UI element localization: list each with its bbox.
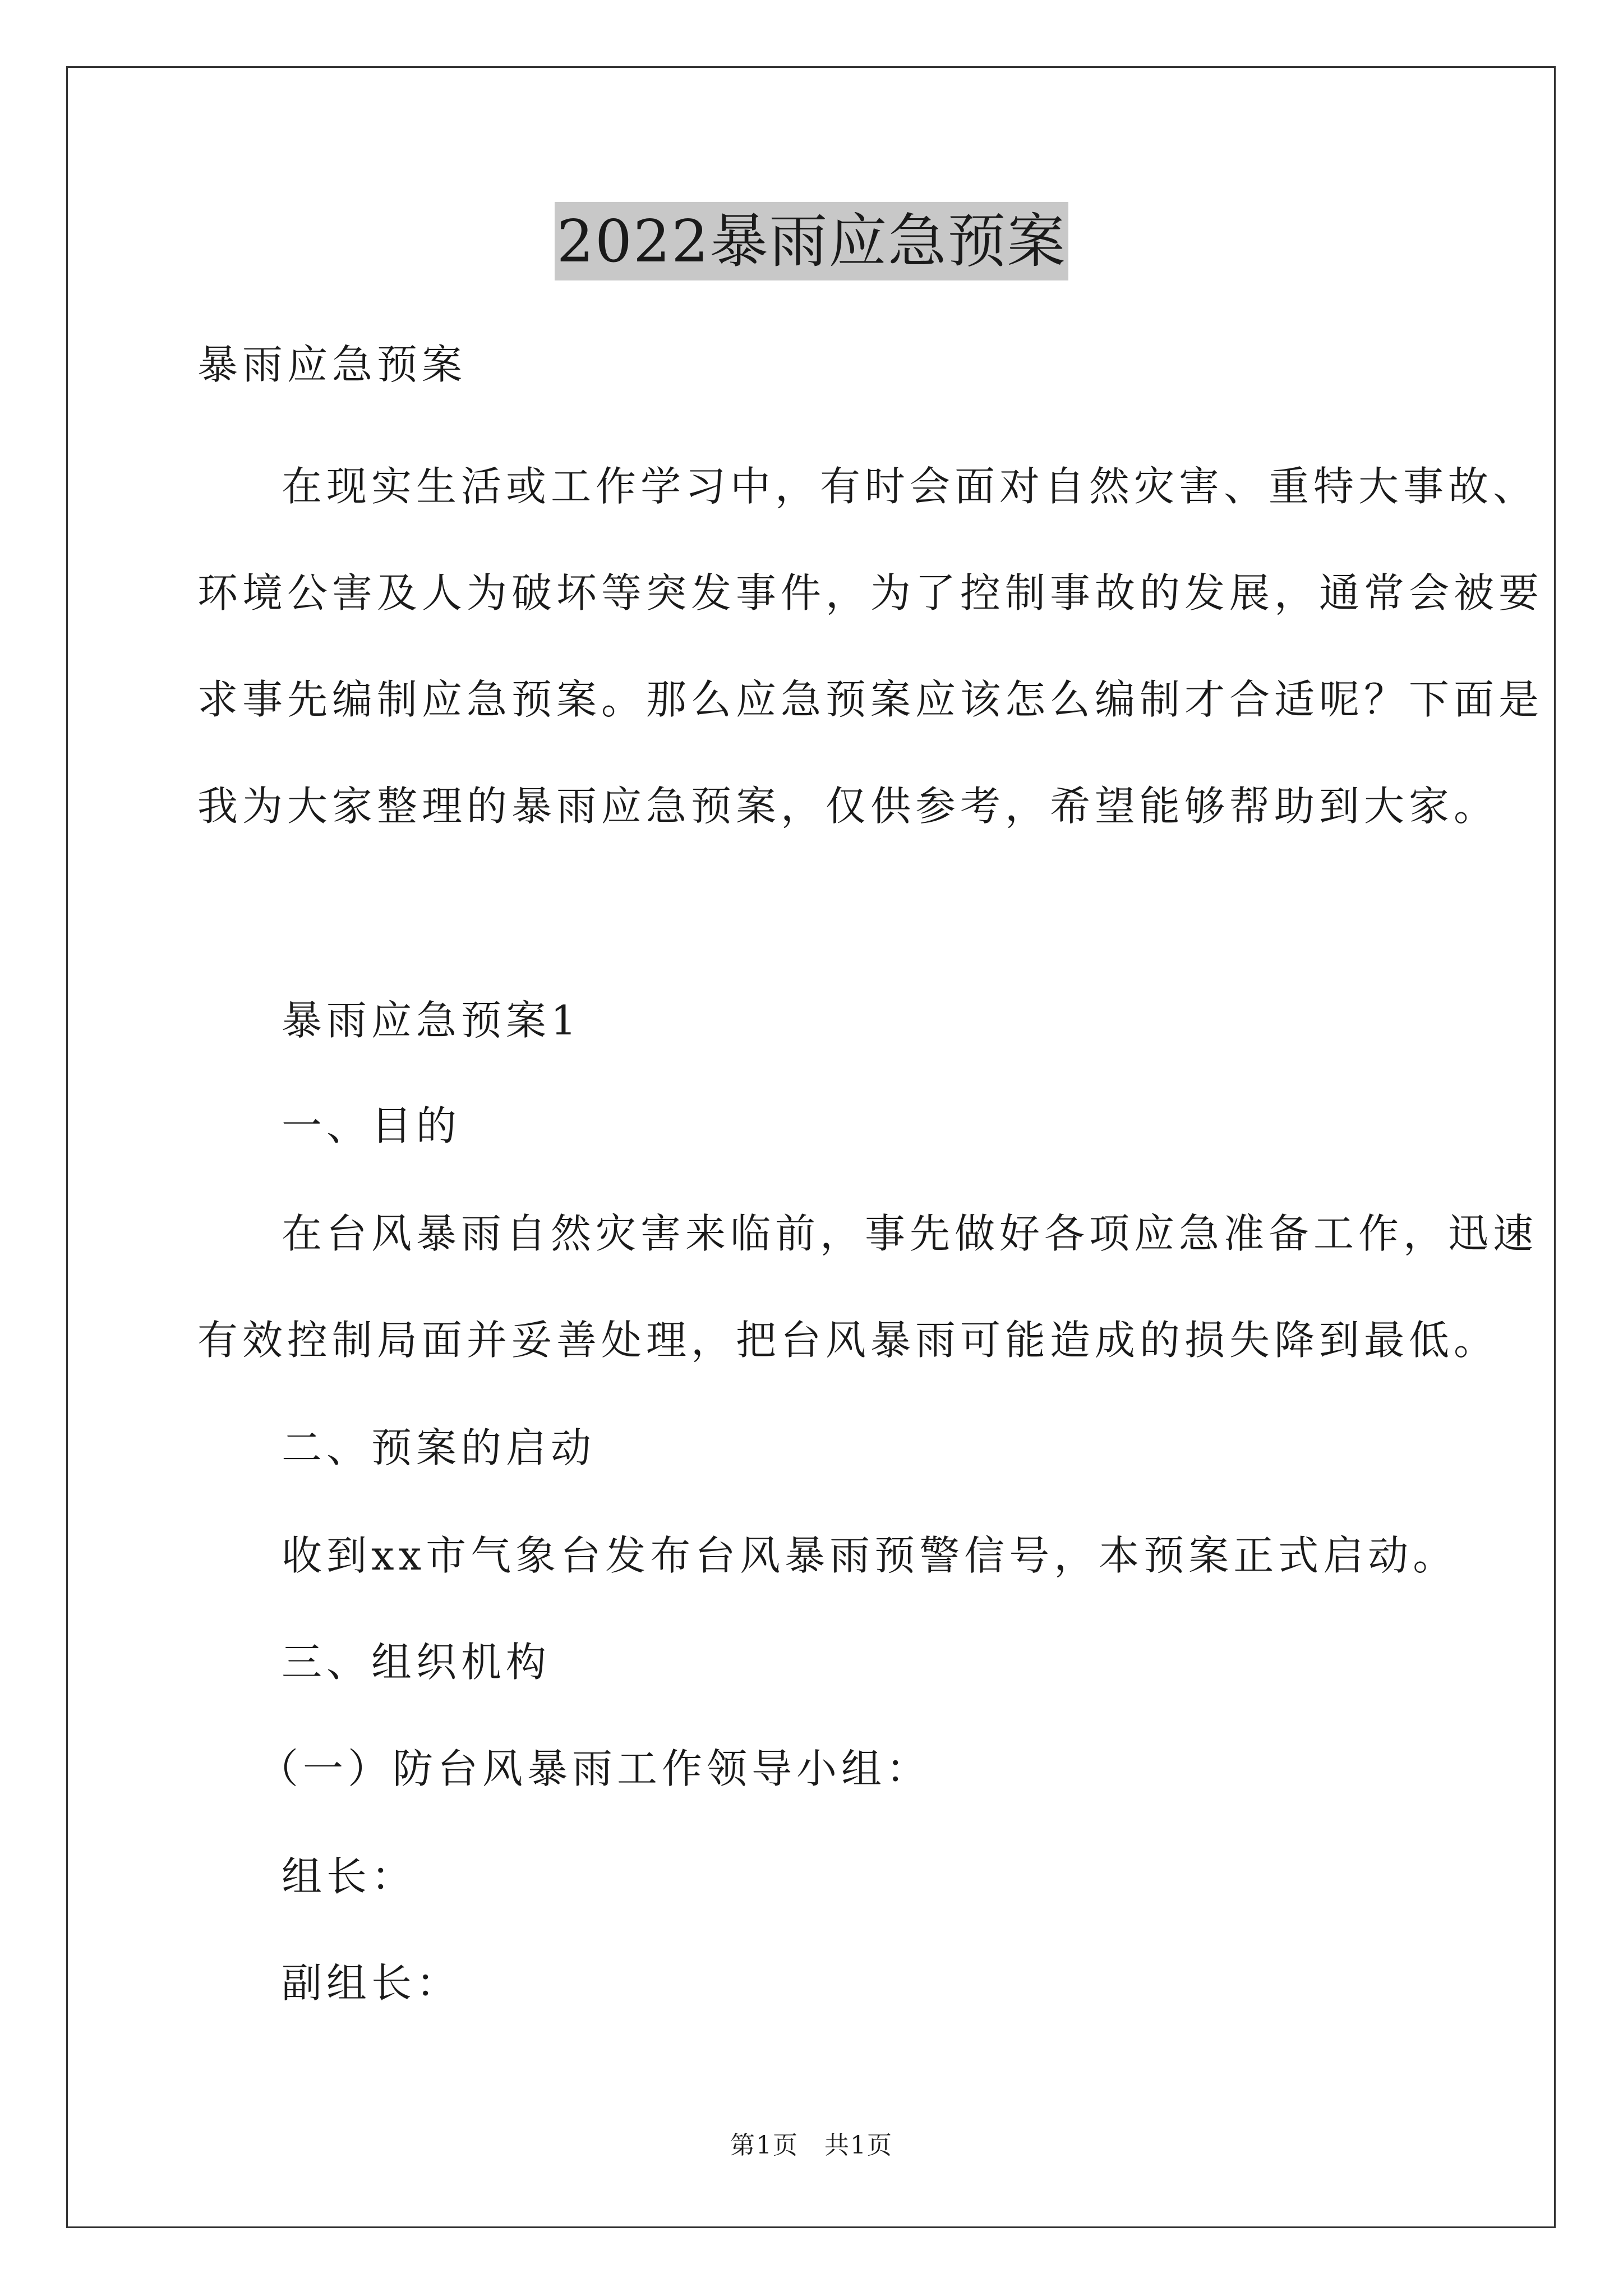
sub-heading: （一）防台风暴雨工作领导小组： xyxy=(258,1745,932,1792)
document-title: 2022暴雨应急预案 xyxy=(555,202,1069,280)
paragraph-line: 求事先编制应急预案。那么应急预案应该怎么编制才合适呢？下面是 xyxy=(197,676,1544,723)
section-heading: 二、预案的启动 xyxy=(282,1424,596,1471)
paragraph-line: 我为大家整理的暴雨应急预案，仅供参考，希望能够帮助到大家。 xyxy=(197,783,1499,830)
page-footer: 第1页 共1页 xyxy=(730,2131,893,2160)
role-label: 副组长： xyxy=(282,1959,462,2007)
section-heading: 三、组织机构 xyxy=(282,1639,551,1686)
title-container xyxy=(0,202,1623,280)
paragraph-line: 在现实生活或工作学习中，有时会面对自然灾害、重特大事故、 xyxy=(282,463,1538,510)
section-heading: 暴雨应急预案1 xyxy=(282,997,581,1044)
paragraph-line: 收到xx市气象台发布台风暴雨预警信号，本预案正式启动。 xyxy=(282,1532,1458,1579)
section-heading: 一、目的 xyxy=(282,1102,462,1149)
role-label: 组长： xyxy=(282,1853,417,1900)
doc-heading: 暴雨应急预案 xyxy=(197,341,467,388)
paragraph-line: 环境公害及人为破坏等突发事件，为了控制事故的发展，通常会被要 xyxy=(197,569,1544,616)
paragraph-line: 有效控制局面并妥善处理，把台风暴雨可能造成的损失降到最低。 xyxy=(197,1317,1499,1364)
paragraph-line: 在台风暴雨自然灾害来临前，事先做好各项应急准备工作，迅速 xyxy=(282,1210,1538,1257)
